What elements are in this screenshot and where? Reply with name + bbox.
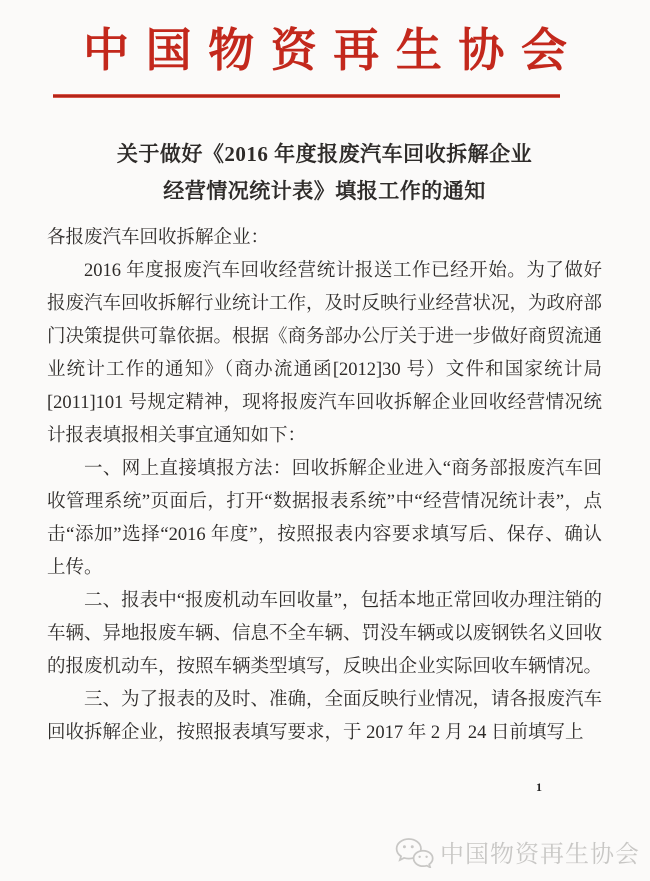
watermark-text: 中国物资再生协会 xyxy=(440,841,640,868)
wechat-icon xyxy=(394,836,434,868)
notice-paragraph-2: 一、网上直接填报方法：回收拆解企业进入“商务部报废汽车回收管理系统”页面后，打开“数据报表系统”中“经营情况统计表”，点击“添加”选择“2016 年度”，按照报表内容要求填写后、保存、确认上传。 xyxy=(47,459,602,579)
notice-body xyxy=(0,136,650,750)
notice-paragraph-4: 三、为了报表的及时、准确，全面反映行业情况，请各报废汽车回收拆解企业，按照报表填写要求，于 2017 年 2 月 24 日前填写上 xyxy=(47,690,603,744)
notice-title-line-1: 关于做好《2016 年度报废汽车回收拆解企业 xyxy=(116,142,533,167)
salutation: 各报废汽车回收拆解企业： xyxy=(47,228,270,249)
notice-paragraph-3: 二、报表中“报废机动车回收量”，包括本地正常回收办理注销的车辆、异地报废车辆、信息不全车辆、罚没车辆或以废钢铁名义回收的报废机动车，按照车辆类型填写，反映出企业实际回收车辆情况。 xyxy=(47,591,603,678)
page-number: 1 xyxy=(536,780,542,794)
notice-title-line-2: 经营情况统计表》填报工作的通知 xyxy=(163,179,486,204)
notice-title xyxy=(47,136,602,210)
org-name: 中国物资再生协会 xyxy=(83,25,584,76)
letterhead-rule xyxy=(53,94,560,98)
wechat-watermark xyxy=(394,834,640,869)
notice-paragraph-1: 2016 年度报废汽车回收经营统计报送工作已经开始。为了做好报废汽车回收拆解行业统计工作，及时反映行业经营状况，为政府部门决策提供可靠依据。根据《商务部办公厅关于进一步做好商贸流通业统计工作的通知》（商办流通函[2012]30 号）文件和国家统计局[2011]101 号规定精神，现将报废汽车回收拆解企业回收经营情况统计报表填报相关事宜通知如下： xyxy=(47,261,603,447)
letterhead xyxy=(0,0,650,98)
